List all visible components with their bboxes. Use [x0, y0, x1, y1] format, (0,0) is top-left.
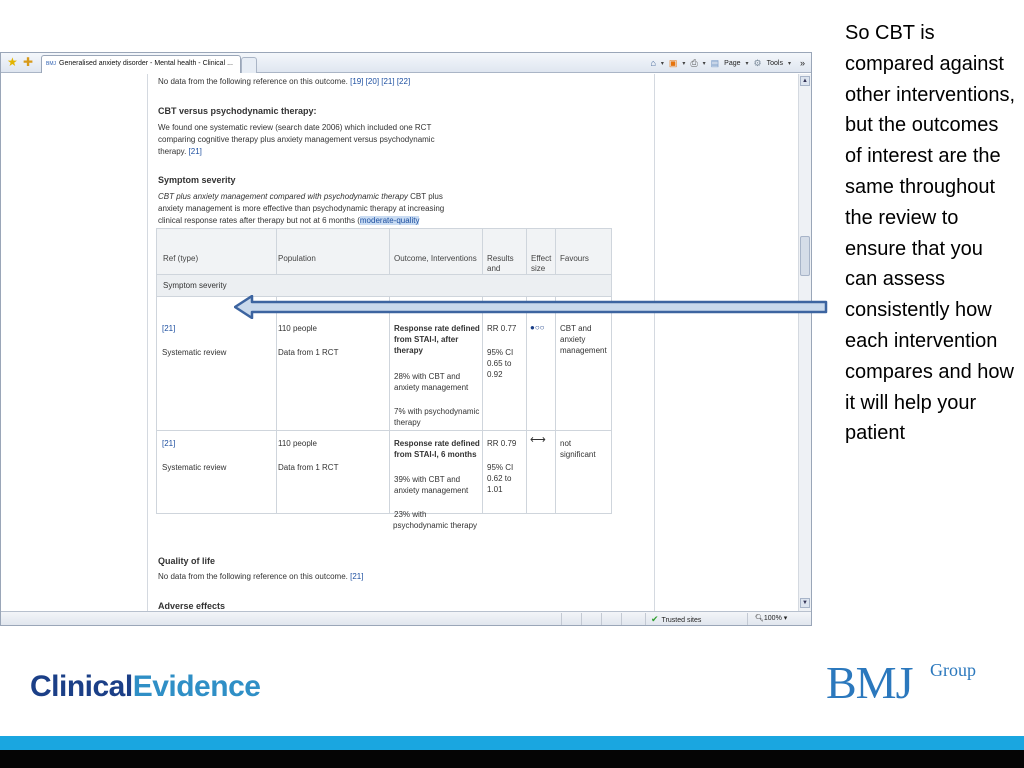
quality-of-life-line — [158, 571, 363, 583]
quality-no-data-text: No data from the following reference on this outcome. — [158, 572, 348, 581]
symptom-line-1-rest: CBT plus — [407, 192, 443, 201]
row2-favours-line: significant — [560, 450, 596, 459]
row1-arm-a-line: 28% with CBT and — [394, 372, 461, 381]
evidence-table — [156, 228, 612, 519]
table-column-divider — [276, 229, 277, 513]
gear-icon: ⚙ — [753, 57, 762, 68]
footer-band-cyan — [0, 736, 1024, 750]
more-commands-button[interactable]: » — [799, 58, 805, 68]
logo-part-evidence: Evidence — [132, 670, 261, 703]
evidence-quality-link[interactable]: moderate-quality — [359, 216, 420, 225]
symptom-line-1 — [158, 191, 443, 203]
pointer-arrow-icon — [234, 295, 828, 319]
add-favorites-icon[interactable]: ✚ — [23, 55, 34, 69]
symptom-heading: Symptom severity — [158, 175, 236, 185]
tab-active[interactable] — [41, 55, 241, 73]
header-effect — [531, 254, 551, 274]
bmj-tab-icon: BMJ — [46, 61, 56, 67]
tab-title: Generalised anxiety disorder - Mental health - Clinical ... — [59, 60, 233, 67]
header-effect-line: size — [531, 264, 546, 273]
chevron-down-icon[interactable]: ▾ — [787, 60, 791, 67]
row1-outcome-line: therapy — [394, 346, 423, 355]
section-label: Symptom severity — [163, 281, 227, 290]
row1-type: Systematic review — [162, 348, 227, 357]
row1-arm-b-line: 7% with psychodynamic — [394, 407, 480, 416]
scrollbar-thumb[interactable] — [800, 236, 810, 276]
row1-effect-size-icon: ●○○ — [530, 323, 545, 332]
cbt-line-3 — [158, 146, 202, 158]
status-divider — [645, 613, 646, 625]
row2-type: Systematic review — [162, 463, 227, 472]
section-row — [157, 275, 611, 297]
row2-ci — [487, 462, 513, 495]
chevron-down-icon[interactable]: ▾ — [682, 60, 686, 67]
page-icon: ▤ — [710, 57, 720, 68]
row2-arm-b-line: 23% with — [394, 510, 427, 519]
security-zone-label: Trusted sites — [661, 617, 702, 624]
zoom-level: 100% — [763, 615, 782, 622]
status-bar — [1, 611, 811, 625]
status-divider — [601, 613, 602, 625]
row1-arm-a-line: anxiety management — [394, 383, 469, 392]
bmj-group-logo — [826, 652, 996, 722]
check-icon: ✔ — [651, 614, 659, 624]
symptom-line-3-text: clinical response rates after therapy but not at 6 months ( — [158, 216, 360, 225]
chevron-down-icon[interactable]: ▾ — [745, 60, 749, 67]
row1-arm-a — [394, 371, 468, 393]
top-no-data-text: No data from the following reference on this outcome. — [158, 77, 348, 86]
row1-favours-line: management — [560, 346, 607, 355]
chevron-down-icon[interactable]: ▾ — [702, 60, 706, 67]
row2-arm-b — [394, 509, 426, 520]
logo-part-clinical: Clinical — [30, 670, 133, 703]
header-results-line: and — [487, 264, 501, 273]
row2-ci-line: 0.62 to — [487, 474, 512, 483]
scroll-up-icon[interactable]: ▲ — [800, 76, 810, 86]
row1-favours-line: anxiety — [560, 335, 586, 344]
zoom-control[interactable] — [755, 614, 787, 622]
row1-ci-line: 95% CI — [487, 348, 514, 357]
column-divider — [654, 74, 655, 611]
chevron-down-icon[interactable]: ▾ — [660, 60, 664, 67]
top-no-data-line — [158, 76, 410, 88]
header-favours: Favours — [560, 254, 589, 263]
cbt-line-1: We found one systematic review (search date 2006) which included one RCT — [158, 123, 432, 132]
cbt-reference-link[interactable]: [21] — [188, 147, 202, 156]
adverse-effects-heading: Adverse effects — [158, 601, 226, 611]
row1-population: 110 people — [278, 324, 317, 333]
row1-outcome-line: from STAI-I, after — [394, 335, 459, 344]
row2-outcome — [394, 438, 480, 460]
top-reference-links[interactable]: [19] [20] [21] [22] — [350, 77, 411, 86]
print-icon[interactable]: ⎙ — [690, 57, 698, 68]
vertical-scrollbar[interactable] — [798, 74, 811, 611]
row2-outcome-line: from STAI-I, 6 months — [394, 450, 477, 459]
security-zone[interactable] — [651, 614, 701, 625]
cbt-line-3-text: therapy. — [158, 147, 187, 156]
slide-caption: So CBT is compared against other interventions, but the outcomes of interest are the same throughout the review to ensure that you can assess consistently how each intervention compares and how it will help your patient — [845, 22, 1016, 445]
row2-favours — [560, 438, 596, 460]
header-ref: Ref (type) — [163, 254, 199, 263]
table-column-divider — [389, 229, 390, 513]
row2-rr: RR 0.79 — [487, 439, 517, 448]
footer-band-black — [0, 750, 1024, 768]
cbt-heading: CBT versus psychodynamic therapy: — [158, 106, 317, 116]
row2-outcome-line: Response rate defined — [394, 439, 480, 448]
row2-population: 110 people — [278, 439, 317, 448]
row2-arm-a — [394, 474, 468, 496]
home-icon[interactable]: ⌂ — [650, 58, 656, 68]
row2-ci-line: 95% CI — [487, 463, 514, 472]
row1-arm-b-line: therapy — [394, 418, 421, 427]
zoom-icon: 🔍︎ — [755, 615, 764, 622]
favorites-star-icon[interactable]: ★ — [7, 55, 18, 69]
quality-reference-link[interactable]: [21] — [350, 572, 364, 581]
symptom-line-3 — [158, 215, 419, 227]
column-divider — [147, 74, 148, 611]
symptom-comparison-italic: CBT plus anxiety management compared with psychodynamic therapy — [158, 192, 408, 201]
tools-menu-button[interactable]: Tools — [766, 59, 783, 67]
row1-population-detail: Data from 1 RCT — [278, 348, 339, 357]
row1-ci-line: 0.92 — [487, 370, 503, 379]
bmj-letters: BMJ — [826, 657, 913, 708]
feeds-icon[interactable]: ▣ — [668, 57, 678, 68]
header-effect-line: Effect — [531, 254, 552, 263]
row1-outcome — [394, 323, 480, 356]
symptom-line-2: anxiety management is more effective than psychodynamic therapy at increasing — [158, 204, 445, 213]
header-results-line: Results — [487, 254, 514, 263]
scroll-down-icon[interactable]: ▼ — [800, 598, 810, 608]
command-bar — [650, 55, 805, 71]
quality-of-life-heading: Quality of life — [158, 556, 216, 566]
row1-favours-line: CBT and — [560, 324, 592, 333]
status-divider — [621, 613, 622, 625]
row2-effect-size-icon: ⟷ — [530, 434, 546, 446]
table-column-divider — [555, 229, 556, 513]
table-row-divider — [157, 430, 611, 431]
row1-ref-link[interactable]: [21] — [162, 324, 176, 333]
row1-arm-b — [394, 406, 479, 428]
row1-favours — [560, 323, 607, 356]
status-divider — [561, 613, 562, 625]
row2-ci-line: 1.01 — [487, 485, 503, 494]
row2-ref-link[interactable]: [21] — [162, 439, 176, 448]
row2-arm-a-line: 39% with CBT and — [394, 475, 461, 484]
table-column-divider — [482, 229, 483, 513]
cbt-line-2: comparing cognitive therapy plus anxiety management versus psychodynamic — [158, 135, 435, 144]
header-outcome: Outcome, Interventions — [394, 254, 477, 263]
bmj-group-word: Group — [930, 660, 976, 680]
row2-favours-line: not — [560, 439, 572, 448]
row1-rr: RR 0.77 — [487, 324, 517, 333]
page-menu-button[interactable]: Page — [724, 59, 741, 67]
row2-arm-b-line-2: psychodynamic therapy — [393, 521, 478, 530]
header-population: Population — [278, 254, 316, 263]
clinical-evidence-logo — [30, 670, 260, 704]
status-divider — [747, 613, 748, 625]
row2-population-detail: Data from 1 RCT — [278, 463, 339, 472]
new-tab-button[interactable] — [241, 57, 257, 73]
row1-ci-line: 0.65 to — [487, 359, 512, 368]
row1-ci — [487, 347, 513, 380]
row1-outcome-line: Response rate defined — [394, 324, 480, 333]
chevron-down-icon[interactable]: ▾ — [783, 615, 788, 622]
status-divider — [581, 613, 582, 625]
table-column-divider — [526, 229, 527, 513]
tab-bar — [1, 53, 811, 73]
row2-arm-a-line: anxiety management — [394, 486, 469, 495]
